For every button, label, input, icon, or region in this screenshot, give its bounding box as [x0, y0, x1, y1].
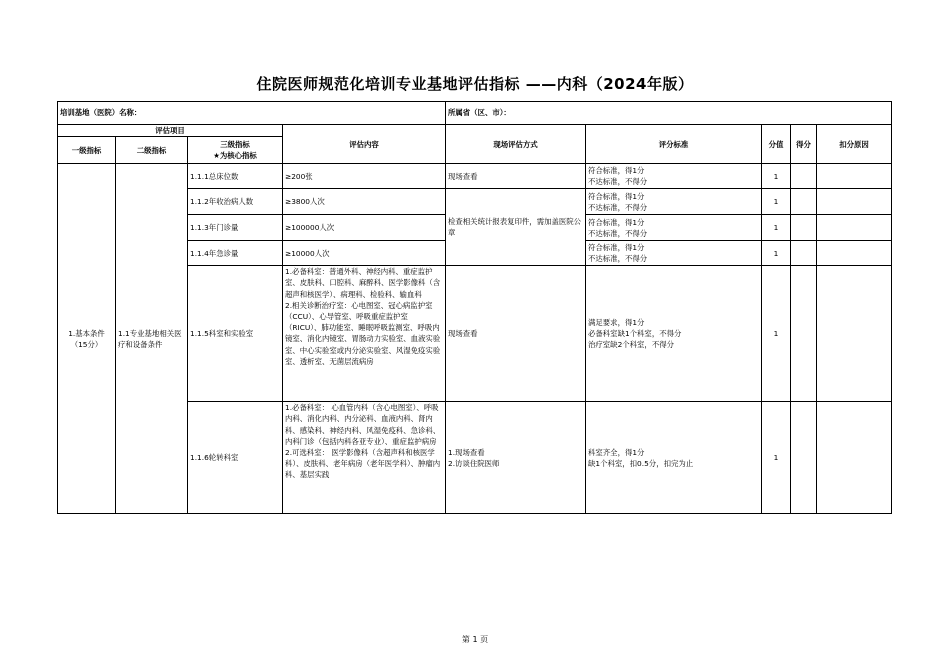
score-input-cell[interactable] [791, 215, 817, 241]
deduction-reason-input-cell[interactable] [817, 402, 892, 514]
standard-cell: 符合标准，得1分 不达标准，不得分 [586, 189, 762, 215]
level3-header: 三级指标 ★为核心指标 [188, 137, 283, 164]
level1-cell: 1.基本条件 （15分） [58, 164, 116, 514]
level3-cell: 1.1.3年门诊量 [188, 215, 283, 241]
score-value-cell: 1 [762, 164, 791, 189]
deduction-reason-input-cell[interactable] [817, 189, 892, 215]
deduction-reason-header: 扣分原因 [817, 125, 892, 164]
standard-cell: 符合标准，得1分 不达标准，不得分 [586, 241, 762, 266]
content-cell: ≥200张 [283, 164, 446, 189]
method-cell: 检查相关统计报表复印件，需加盖医院公章 [446, 189, 586, 266]
method-cell: 现场查看 [446, 266, 586, 402]
score-value-header: 分值 [762, 125, 791, 164]
standard-header: 评分标准 [586, 125, 762, 164]
level3-cell: 1.1.2年收治病人数 [188, 189, 283, 215]
content-cell: ≥100000人次 [283, 215, 446, 241]
content-cell: ≥10000人次 [283, 241, 446, 266]
standard-cell: 满足要求，得1分 必备科室缺1个科室，不得分 治疗室缺2个科室，不得分 [586, 266, 762, 402]
score-input-cell[interactable] [791, 402, 817, 514]
score-value-cell: 1 [762, 189, 791, 215]
level2-header: 二级指标 [116, 137, 188, 164]
deduction-reason-input-cell[interactable] [817, 215, 892, 241]
level3-cell: 1.1.4年急诊量 [188, 241, 283, 266]
score-input-cell[interactable] [791, 266, 817, 402]
content-cell: 1.必备科室： 心血管内科（含心电图室）、呼吸内科、消化内科、内分泌科、血液内科、肾内科、感染科、神经内科、风湿免疫科、急诊科、内科门诊（包括内科各亚专业）、重症监护病房 2.可选科室： 医学影像科（含超声科和核医学科）、皮肤科、老年病房（老年医学科）、肿瘤内科、基层实践 [283, 402, 446, 514]
score-value-cell: 1 [762, 241, 791, 266]
deduction-reason-input-cell[interactable] [817, 241, 892, 266]
content-cell: ≥3800人次 [283, 189, 446, 215]
method-header: 现场评估方式 [446, 125, 586, 164]
page-number: 第 1 页 [461, 635, 489, 644]
score-value-cell: 1 [762, 402, 791, 514]
standard-cell: 科室齐全，得1分 缺1个科室，扣0.5分，扣完为止 [586, 402, 762, 514]
base-name-field[interactable]: 培训基地（医院）名称： [58, 102, 446, 125]
method-cell: 现场查看 [446, 164, 586, 189]
level2-cell: 1.1专业基地相关医疗和设备条件 [116, 164, 188, 514]
content-cell: 1.必备科室：普通外科、神经内科、重症监护室、皮肤科、口腔科、麻醉科、医学影像科（含超声和核医学）、病理科、检验科、输血科 2.相关诊断治疗室：心电图室、冠心病监护室（CCU）、心导管室、呼吸重症监护室（RICU）、肺功能室、睡眠呼吸监测室、呼吸内镜室、消化内镜室、胃肠动力实验室、血液实验室、中心实验室或内分泌实验室、风湿免疫实验室、透析室、无菌层流病房 [283, 266, 446, 402]
level3-cell: 1.1.5科室和实验室 [188, 266, 283, 402]
deduction-reason-input-cell[interactable] [817, 266, 892, 402]
score-value-cell: 1 [762, 215, 791, 241]
score-input-cell[interactable] [791, 189, 817, 215]
score-input-cell[interactable] [791, 164, 817, 189]
evaluation-table [57, 101, 892, 514]
score-input-cell[interactable] [791, 241, 817, 266]
level3-cell: 1.1.1总床位数 [188, 164, 283, 189]
level1-header: 一级指标 [58, 137, 116, 164]
province-field[interactable]: 所属省（区、市）： [446, 102, 892, 125]
standard-cell: 符合标准，得1分 不达标准，不得分 [586, 215, 762, 241]
level3-cell: 1.1.6轮转科室 [188, 402, 283, 514]
page-title: 住院医师规范化培训专业基地评估指标 ——内科（2024年版） [256, 75, 694, 93]
content-header: 评估内容 [283, 125, 446, 164]
score-header: 得分 [791, 125, 817, 164]
eval-item-header: 评估项目 [58, 125, 283, 137]
standard-cell: 符合标准，得1分 不达标准，不得分 [586, 164, 762, 189]
deduction-reason-input-cell[interactable] [817, 164, 892, 189]
method-cell: 1.现场查看 2.访谈住院医师 [446, 402, 586, 514]
score-value-cell: 1 [762, 266, 791, 402]
